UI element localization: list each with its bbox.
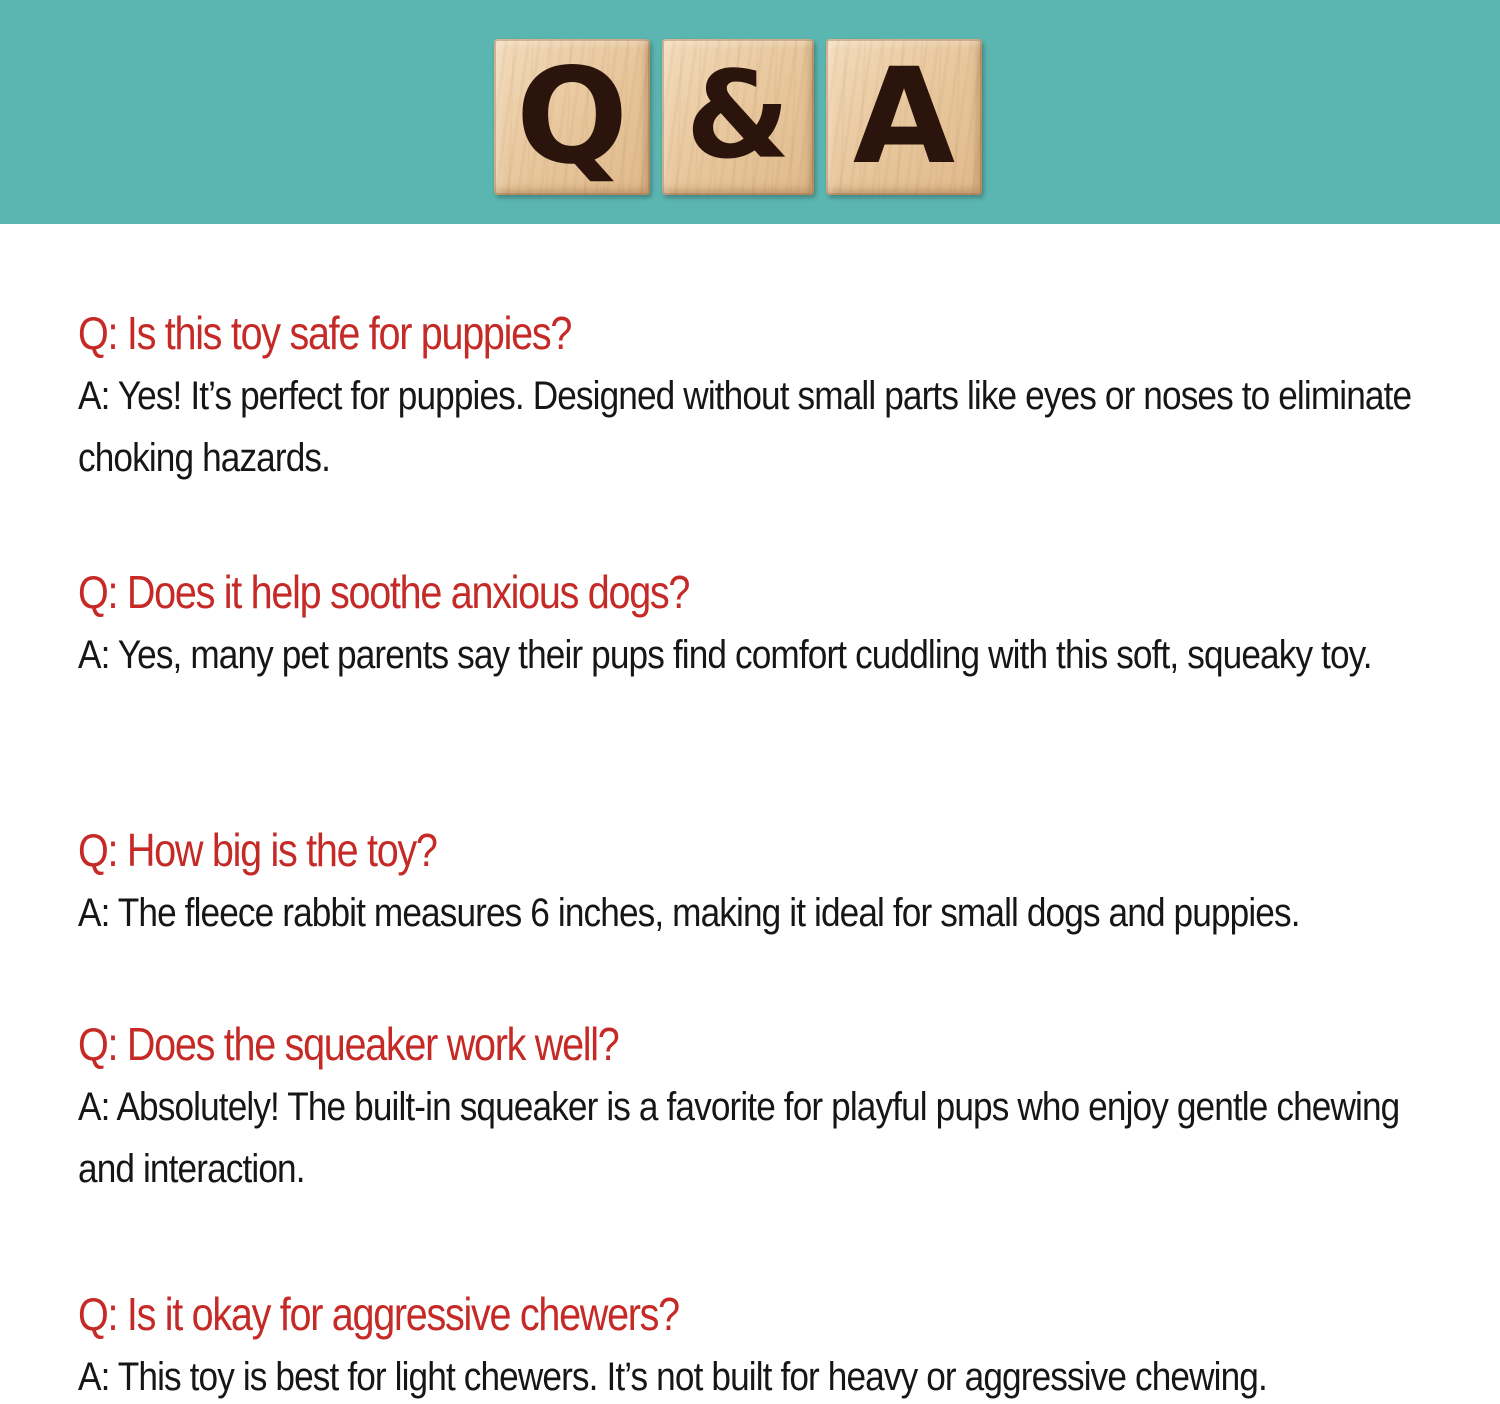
faq-answer: A: Yes! It’s perfect for puppies. Designed without small parts like eyes or noses to eliminate choking hazards.	[78, 374, 1412, 480]
faq-question: Q: Is this toy safe for puppies?	[78, 307, 572, 359]
faq-answer: A: Yes, many pet parents say their pups find comfort cuddling with this soft, squeaky toy.	[78, 633, 1372, 677]
faq-answer: A: Absolutely! The built-in squeaker is a favorite for playful pups who enjoy gentle chewing and interaction.	[78, 1085, 1400, 1191]
faq-question: Q: How big is the toy?	[78, 824, 437, 876]
faq-item-1	[78, 303, 1478, 489]
faq-item-4	[78, 1014, 1478, 1200]
faq-question: Q: Does the squeaker work well?	[78, 1018, 619, 1070]
faq-answer: A: The fleece rabbit measures 6 inches, making it ideal for small dogs and puppies.	[78, 891, 1300, 935]
faq-item-2	[78, 562, 1478, 686]
header-banner	[0, 0, 1500, 224]
faq-question: Q: Is it okay for aggressive chewers?	[78, 1288, 679, 1340]
faq-item-3	[78, 820, 1478, 944]
faq-item-5	[78, 1284, 1478, 1404]
faq-question: Q: Does it help soothe anxious dogs?	[78, 566, 690, 618]
letter-tile-ampersand: &	[662, 39, 814, 195]
letter-tile-a: A	[826, 39, 982, 195]
letter-tile-q: Q	[494, 39, 650, 195]
title-tiles	[494, 39, 982, 195]
faq-answer: A: This toy is best for light chewers. It’s not built for heavy or aggressive chewing.	[78, 1355, 1267, 1399]
